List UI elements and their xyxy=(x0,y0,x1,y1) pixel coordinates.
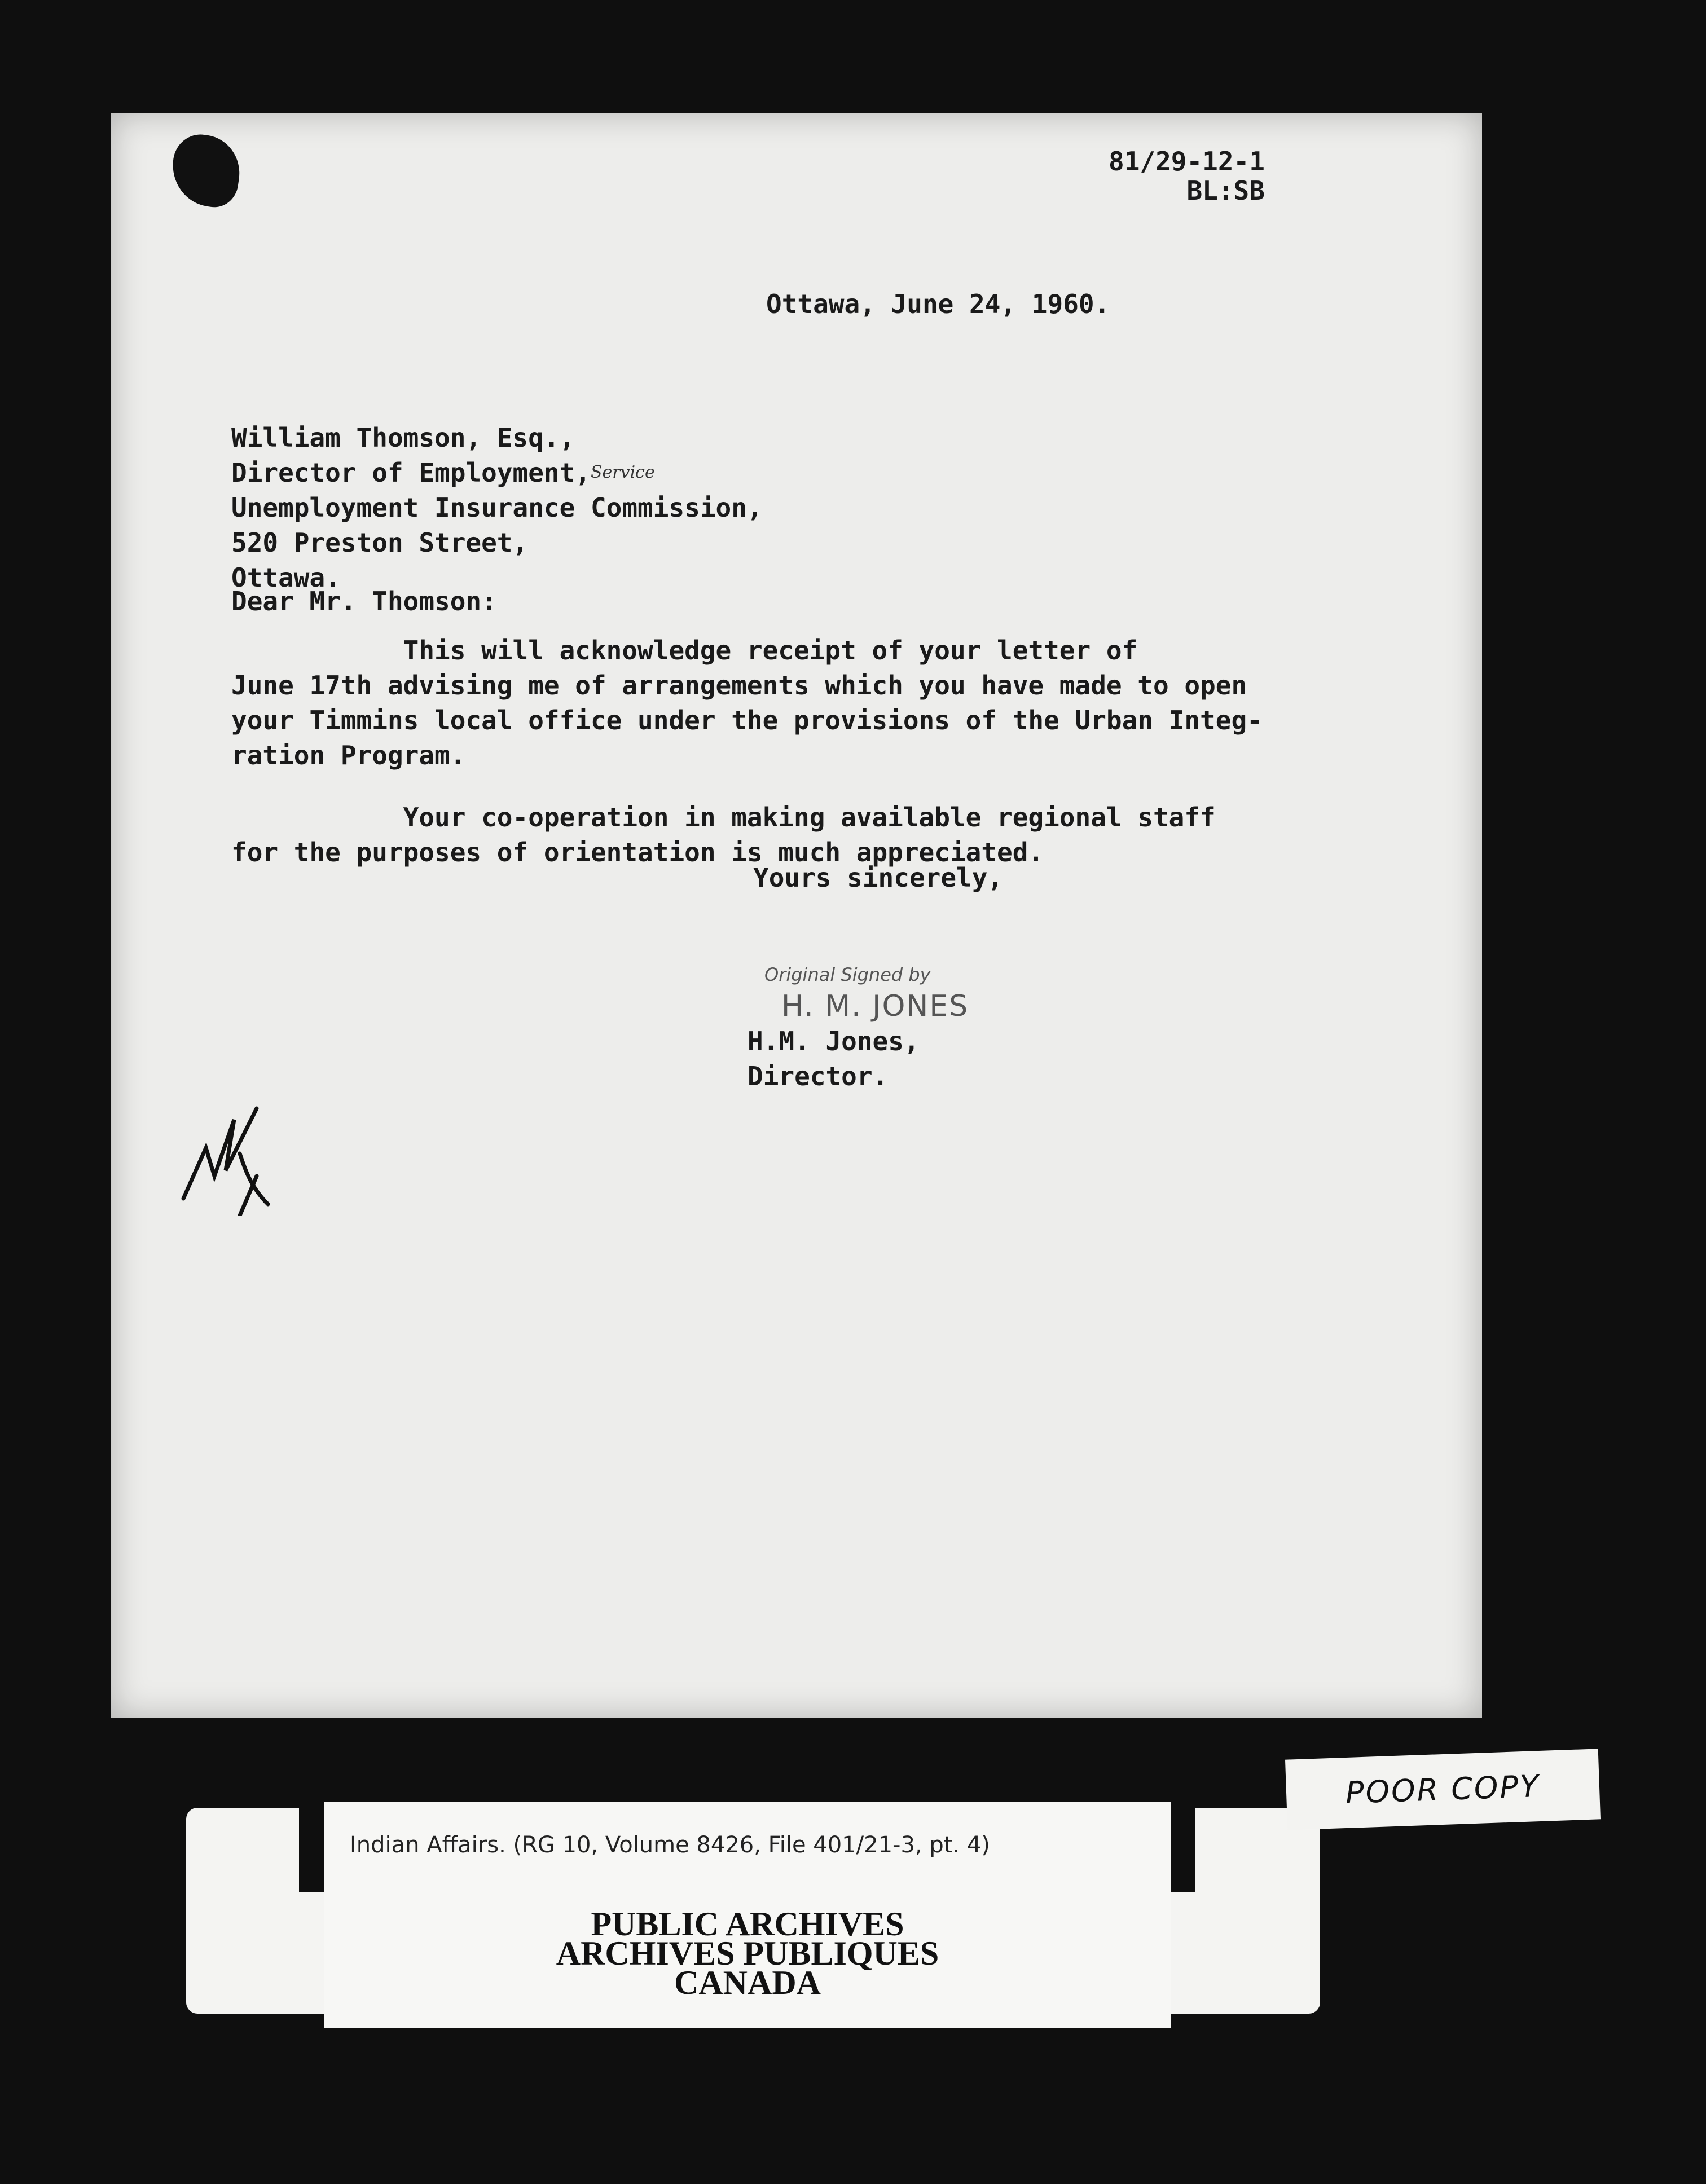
stamp-line-2: H. M. JONES xyxy=(781,989,969,1023)
body-line: ration Program. xyxy=(231,740,466,770)
label-notch-right xyxy=(1171,1808,1195,1892)
recipient-address xyxy=(231,420,763,595)
typist-reference: BL:SB xyxy=(1186,175,1265,206)
address-line: Ottawa. xyxy=(231,562,341,593)
body-line: Your co-operation in making available regional staff xyxy=(231,802,1216,833)
archive-institution xyxy=(324,1905,1171,2001)
label-notch-left xyxy=(299,1808,324,1892)
signer-name: H.M. Jones, xyxy=(748,1026,920,1056)
stamp-line-1: Original Signed by xyxy=(764,964,931,985)
address-line: Director of Employment, xyxy=(231,457,591,488)
closing: Yours sincerely, xyxy=(753,862,1004,893)
letter-page xyxy=(111,113,1482,1718)
body-paragraph-1 xyxy=(231,633,1303,773)
salutation: Dear Mr. Thomson: xyxy=(231,586,497,617)
archive-line-1: PUBLIC ARCHIVES xyxy=(591,1905,904,1943)
handwritten-initials xyxy=(172,1086,279,1216)
file-reference-block xyxy=(1109,147,1265,205)
body-line: for the purposes of orientation is much appreciated. xyxy=(231,837,1044,868)
signature-stamp xyxy=(764,959,969,1022)
address-line: 520 Preston Street, xyxy=(231,527,529,558)
signer-title: Director. xyxy=(748,1061,889,1091)
archive-reference: Indian Affairs. (RG 10, Volume 8426, File 401/21-3, pt. 4) xyxy=(350,1832,990,1858)
address-line: Unemployment Insurance Commission, xyxy=(231,492,763,523)
address-line: William Thomson, Esq., xyxy=(231,422,575,453)
body-line: June 17th advising me of arrangements which you have made to open xyxy=(231,670,1247,701)
body-line: This will acknowledge receipt of your letter of xyxy=(231,635,1138,666)
signer-block xyxy=(748,1024,920,1094)
archive-line-3: CANADA xyxy=(674,1964,821,2001)
body-line: your Timmins local office under the provisions of the Urban Integ- xyxy=(231,705,1263,736)
archive-line-2: ARCHIVES PUBLIQUES xyxy=(556,1935,939,1972)
poor-copy-tag: POOR COPY xyxy=(1285,1749,1601,1830)
date-line: Ottawa, June 24, 1960. xyxy=(766,289,1110,319)
letter-body xyxy=(231,633,1303,897)
file-reference: 81/29-12-1 xyxy=(1109,146,1265,177)
handwritten-service: Service xyxy=(590,463,655,482)
body-paragraph-2 xyxy=(231,800,1303,870)
